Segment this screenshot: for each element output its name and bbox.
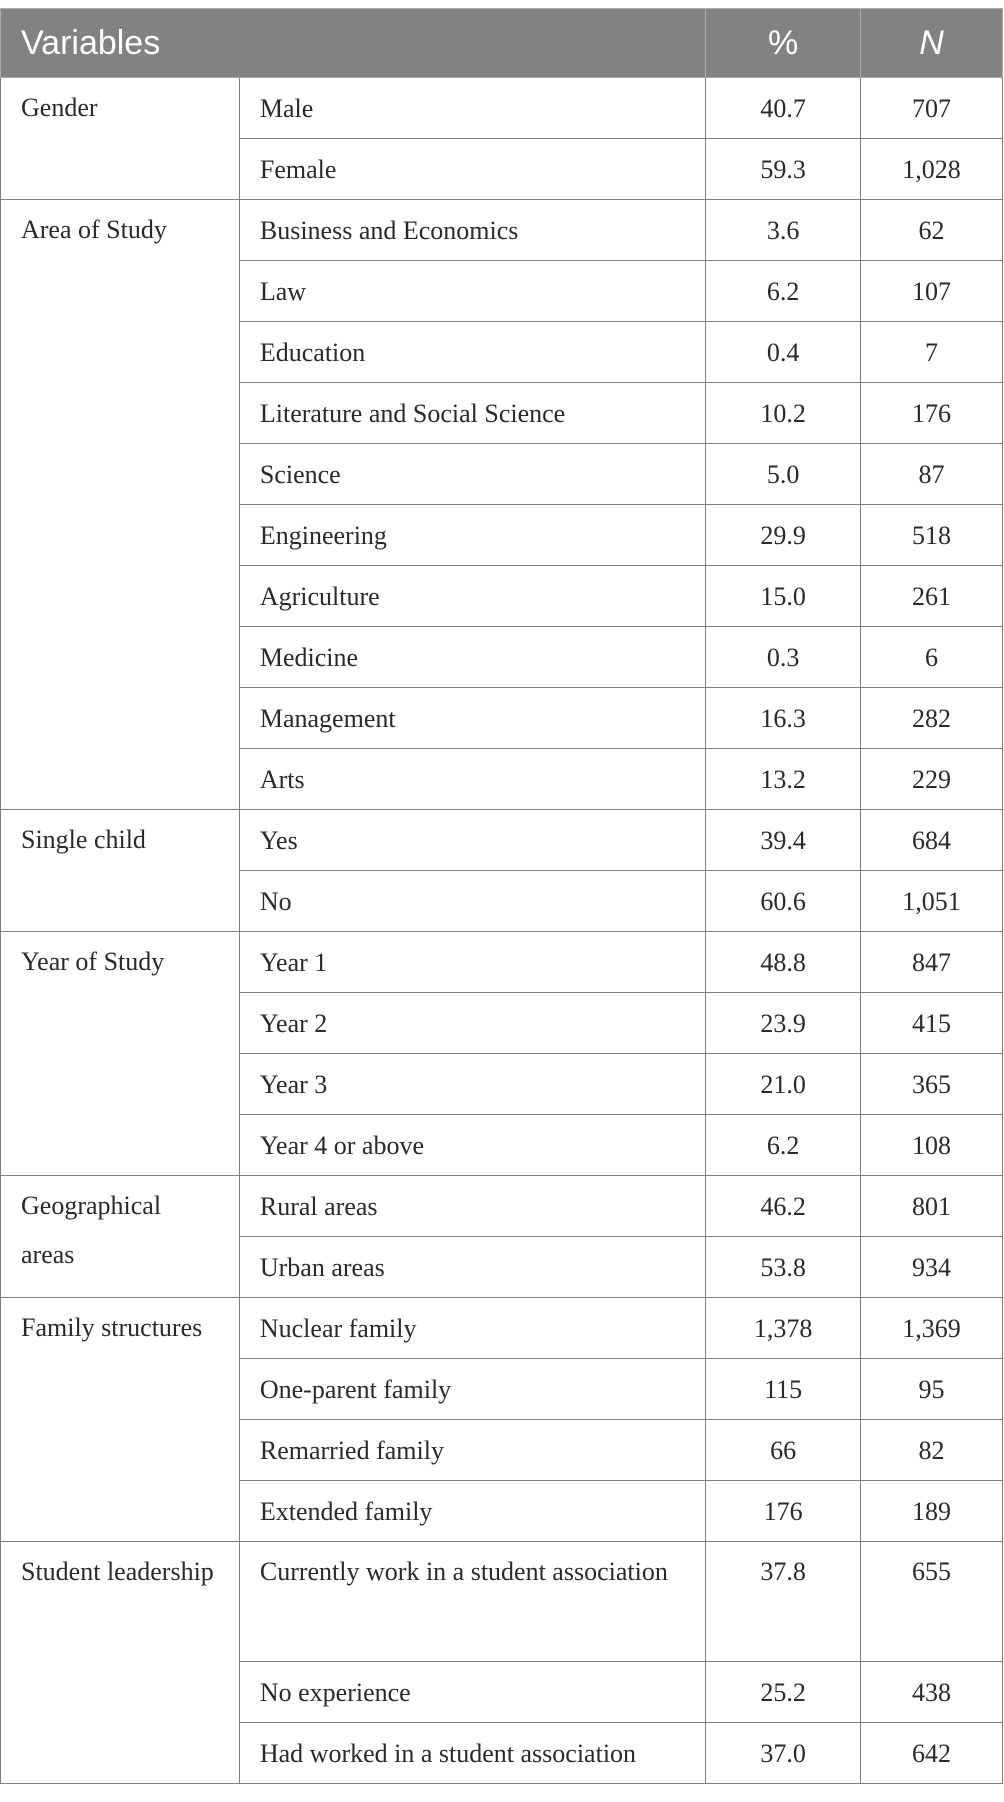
row-label: Nuclear family (239, 1298, 705, 1359)
table-row (1, 1176, 1003, 1237)
category-label: Single child (1, 810, 240, 932)
row-label: Education (239, 322, 705, 383)
n-cell: 261 (861, 566, 1003, 627)
row-label: Science (239, 444, 705, 505)
row-label: Engineering (239, 505, 705, 566)
percent-cell: 15.0 (706, 566, 861, 627)
row-label: Year 2 (239, 993, 705, 1054)
n-cell: 7 (861, 322, 1003, 383)
table-row (1, 932, 1003, 993)
percent-cell: 37.8 (706, 1542, 861, 1662)
row-label: One-parent family (239, 1359, 705, 1420)
percent-cell: 6.2 (706, 261, 861, 322)
n-cell: 1,028 (861, 139, 1003, 200)
n-cell: 62 (861, 200, 1003, 261)
category-label: Geographical areas (1, 1176, 240, 1298)
percent-cell: 23.9 (706, 993, 861, 1054)
row-label: Year 4 or above (239, 1115, 705, 1176)
n-cell: 438 (861, 1662, 1003, 1723)
row-label: Remarried family (239, 1420, 705, 1481)
percent-cell: 1,378 (706, 1298, 861, 1359)
percent-cell: 40.7 (706, 78, 861, 139)
percent-cell: 46.2 (706, 1176, 861, 1237)
row-label: Male (239, 78, 705, 139)
n-cell: 176 (861, 383, 1003, 444)
n-cell: 365 (861, 1054, 1003, 1115)
n-cell: 107 (861, 261, 1003, 322)
percent-cell: 39.4 (706, 810, 861, 871)
row-label: Medicine (239, 627, 705, 688)
n-cell: 518 (861, 505, 1003, 566)
table-row (1, 1542, 1003, 1662)
row-label: Urban areas (239, 1237, 705, 1298)
header-row (1, 9, 1003, 78)
row-label: Yes (239, 810, 705, 871)
percent-cell: 6.2 (706, 1115, 861, 1176)
percent-cell: 37.0 (706, 1723, 861, 1784)
percent-cell: 10.2 (706, 383, 861, 444)
table-row (1, 78, 1003, 139)
row-label: Extended family (239, 1481, 705, 1542)
row-label: Arts (239, 749, 705, 810)
row-label: Literature and Social Science (239, 383, 705, 444)
row-label: Rural areas (239, 1176, 705, 1237)
row-label: No (239, 871, 705, 932)
n-cell: 108 (861, 1115, 1003, 1176)
n-cell: 87 (861, 444, 1003, 505)
percent-cell: 115 (706, 1359, 861, 1420)
n-cell: 847 (861, 932, 1003, 993)
percent-cell: 5.0 (706, 444, 861, 505)
percent-cell: 16.3 (706, 688, 861, 749)
n-cell: 801 (861, 1176, 1003, 1237)
percent-cell: 3.6 (706, 200, 861, 261)
table-row (1, 810, 1003, 871)
n-cell: 415 (861, 993, 1003, 1054)
table-row (1, 1298, 1003, 1359)
percent-cell: 53.8 (706, 1237, 861, 1298)
demographics-table (0, 8, 1003, 1784)
percent-cell: 0.3 (706, 627, 861, 688)
table-row (1, 200, 1003, 261)
row-label: Management (239, 688, 705, 749)
percent-cell: 29.9 (706, 505, 861, 566)
row-label: Business and Economics (239, 200, 705, 261)
category-label: Area of Study (1, 200, 240, 810)
n-cell: 189 (861, 1481, 1003, 1542)
n-cell: 684 (861, 810, 1003, 871)
row-label: Female (239, 139, 705, 200)
header-percent: % (706, 9, 861, 78)
category-label: Year of Study (1, 932, 240, 1176)
row-label: Agriculture (239, 566, 705, 627)
category-label: Student leadership (1, 1542, 240, 1784)
category-label: Family structures (1, 1298, 240, 1542)
category-label: Gender (1, 78, 240, 200)
n-cell: 642 (861, 1723, 1003, 1784)
n-cell: 707 (861, 78, 1003, 139)
row-label: Currently work in a student association (239, 1542, 705, 1662)
row-label: Year 1 (239, 932, 705, 993)
percent-cell: 176 (706, 1481, 861, 1542)
percent-cell: 25.2 (706, 1662, 861, 1723)
n-cell: 1,051 (861, 871, 1003, 932)
n-cell: 6 (861, 627, 1003, 688)
percent-cell: 59.3 (706, 139, 861, 200)
row-label: Had worked in a student association (239, 1723, 705, 1784)
header-n: N (861, 9, 1003, 78)
percent-cell: 66 (706, 1420, 861, 1481)
percent-cell: 48.8 (706, 932, 861, 993)
n-cell: 282 (861, 688, 1003, 749)
row-label: Year 3 (239, 1054, 705, 1115)
percent-cell: 60.6 (706, 871, 861, 932)
n-cell: 95 (861, 1359, 1003, 1420)
percent-cell: 21.0 (706, 1054, 861, 1115)
percent-cell: 13.2 (706, 749, 861, 810)
n-cell: 655 (861, 1542, 1003, 1662)
n-cell: 229 (861, 749, 1003, 810)
n-cell: 82 (861, 1420, 1003, 1481)
header-variables: Variables (1, 9, 706, 78)
percent-cell: 0.4 (706, 322, 861, 383)
row-label: Law (239, 261, 705, 322)
n-cell: 934 (861, 1237, 1003, 1298)
table-body (1, 78, 1003, 1784)
n-cell: 1,369 (861, 1298, 1003, 1359)
row-label: No experience (239, 1662, 705, 1723)
